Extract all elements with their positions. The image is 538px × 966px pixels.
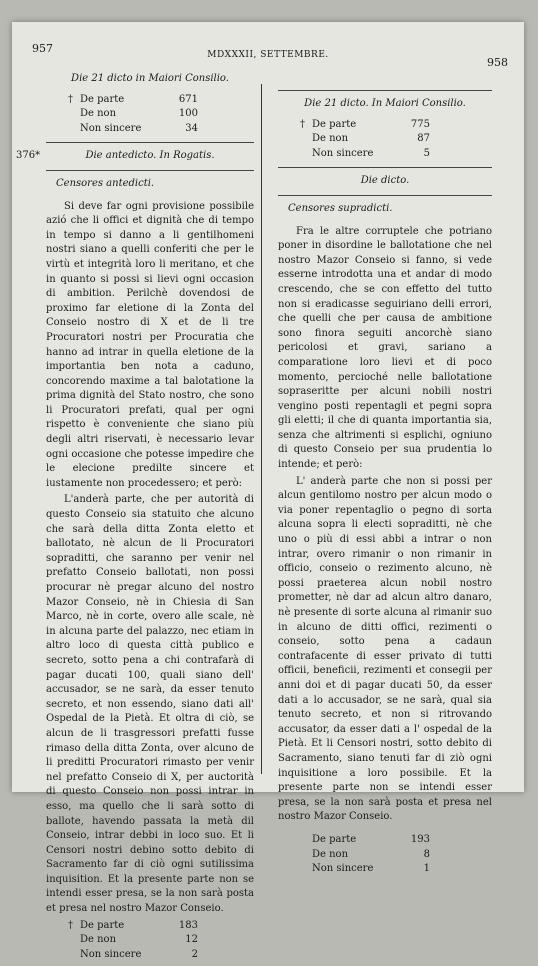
vote-row — [300, 833, 492, 848]
vote-row — [68, 122, 254, 137]
vote-value: 100 — [178, 108, 198, 120]
vote-label: Non sincere — [80, 948, 142, 960]
right-paragraph-2: L' anderà parte che non si possi per alcun gentilomo nostro per alcun modo o via poner repentaglio o pegno di sorta alcuna sopra li electi sopraditti, nè che uno o più di essi abbi a intrar o non intrar, overo rimanir o non rimanir in officio, conseio o rezimento alcuno, nè possi praeterea alcun nobil nostro prometter, nè dar ad alcun altro danaro, nè presente di sorte alcuna al rimanir suo in alcuno de ditti offici, rezimenti o conseio, sotto pena a cadaun contrafacente di esser privato di tutti officii, beneficii, rezimenti et consegii per anni doi et di pagar ducati 50, da esser dati a lo accusador, se ne sarà, qual sia tenuto secreto, et non si ritrovando accusator, da esser dati a l' ospedal de la Pietà. Et li Censori nostri, sotto debito di Sacramento, siano tenuti far di ziò ogni inquisitione a loro possibile. Et la presente parte non se intendi esser presa, se la non sarà posta et presa nel nostro Mazor Conseio. — [278, 475, 492, 823]
dagger-mark: † — [300, 118, 305, 130]
left-heading-1: Die 21 dicto in Maiori Consilio. — [71, 73, 229, 84]
dagger-mark — [300, 848, 312, 863]
vote-label: De parte — [312, 118, 357, 130]
rule — [278, 195, 492, 196]
dagger-mark — [300, 147, 312, 162]
vote-label: De non — [80, 934, 117, 946]
vote-value: 2 — [191, 948, 198, 960]
rule — [278, 167, 492, 168]
left-votes-2 — [68, 919, 254, 963]
margin-number: 376* — [16, 150, 41, 162]
left-heading-2: Die antedicto. In Rogatis. — [85, 150, 215, 162]
vote-label: De non — [312, 848, 349, 860]
vote-value: 183 — [178, 919, 198, 931]
dagger-mark — [68, 948, 80, 963]
dagger-mark — [300, 862, 312, 877]
left-subheading: Censores antedicti. — [56, 177, 155, 189]
vote-value: 5 — [423, 147, 430, 159]
dagger-mark — [300, 833, 312, 848]
dagger-mark — [300, 132, 312, 147]
vote-row — [300, 848, 492, 863]
right-heading-2: Die dicto. — [360, 175, 410, 187]
vote-value: 12 — [185, 934, 198, 946]
right-heading-1: Die 21 dicto. In Maiori Consilio. — [304, 98, 466, 109]
vote-value: 671 — [178, 93, 198, 105]
right-page-number: 958 — [487, 56, 508, 69]
vote-label: Non sincere — [312, 863, 374, 875]
right-paragraph-1: Fra le altre corruptele che potriano poner in disordine le ballotatione che nel nostro Mazor Conseio si fanno, si vede esserne introdotta una et andar di modo crescendo, che se con effetto del tutto non si eradicasse seguiriano delli errori, che quelli che per causa de ambitione sono finora seguiti ancorchè siano pericolosi et gravi, sariano a comparatione loro lievi et di poco momento, percioché nelle ballotatione sopraseritte per alcuni nobili nostri vengino posti repentagli et pegni sopra gli eletti; il che di quanta importantia sia, senza che altrimenti si esplichi, ogniuno di questo Conseio per sua prudentia lo intende; et però: — [278, 225, 492, 471]
right-subheading: Censores supradicti. — [288, 202, 393, 214]
left-paragraph-2: L'anderà parte, che per autorità di questo Conseio sia statuito che alcuno che sarà della ditta Zonta eletto et ballotato, nè alcun de li Procuratori sopraditti, che saranno per venir nel prefatto Conseio ballotati, non possi procurar nè pregar alcuno del nostro Mazor Conseio, nè in Chiesia di San Marco, nè in corte, overo alle scale, nè in alcuna parte del palazzo, nec etiam in altro loco di questa città publico e secreto, sotto pena a chi contrafarà di pagar ducati 100, quali siano dell' accusador, se ne sarà, da esser tenuto secreto, et non essendo, siano dati all' Ospedal de la Pietà. Et oltra di ciò, se alcun de li trasgressori prefatti fusse rimaso della ditta Zonta, over alcuno de li preditti Procuratori rimasto per venir nel prefatto Conseio di X, per auctorità di questo Conseio non possi intrar in esso, ma quello che li sarà sotto di ballote, havendo passata la metà dil Conseio, intrar debbi in loco suo. Et li Censori nostri debino sotto debito di Sacramento far di ciò ogni sutilissima inquisition. Et la presente parte non se intendi esser presa, se la non sarà posta et presa nel nostro Mazor Conseio. — [46, 494, 254, 915]
vote-value: 8 — [423, 848, 430, 860]
right-votes-1 — [300, 118, 492, 162]
vote-row — [300, 118, 492, 133]
vote-value: 34 — [185, 122, 198, 134]
right-votes-2 — [300, 833, 492, 877]
vote-row — [300, 862, 492, 877]
vote-row — [68, 107, 254, 122]
left-page-number: 957 — [32, 42, 53, 55]
vote-label: De non — [80, 108, 117, 120]
vote-row — [68, 93, 254, 108]
vote-label: De non — [312, 133, 349, 145]
vote-row — [68, 933, 254, 948]
vote-value: 1 — [423, 863, 430, 875]
dagger-mark: † — [68, 919, 73, 931]
vote-label: Non sincere — [80, 122, 142, 134]
book-page — [12, 22, 524, 960]
left-column — [16, 72, 254, 966]
vote-value: 87 — [417, 133, 430, 145]
vote-label: De parte — [80, 919, 125, 931]
rule — [46, 170, 254, 171]
dagger-mark — [68, 933, 80, 948]
running-head: MDXXXII, SETTEMBRE. — [207, 50, 329, 60]
left-paragraph-1: Si deve far ogni provisione possibile azió che li offici et dignità che di tempo in tempo si danno a li gentilhomeni nostri siano a quelli conferiti che per le virtù et integrità loro li meritano, et che in quanto si possi si lievi ogni occasion di ambition. Perilchè dovendosi de proximo far eletione di la Zonta del Conseio nostro di X et de li tre Procuratori nostri per Procuratia che hanno ad intrar in quella eletione de la importantia ben nota a caduno, concorendo maxime a tal balotatione la prima dignità del Stato nostro, che sono li Procuratori prefati, qual per ogni rispetto è conveniente che siano più degli altri riservati, è necessario levar ogni occasione che potesse impedire che le elecione predilte sincere et iustamente non procedessero; et però: — [46, 200, 254, 489]
vote-value: 193 — [410, 833, 430, 845]
rule — [278, 90, 492, 91]
vote-label: Non sincere — [312, 147, 374, 159]
vote-row — [300, 147, 492, 162]
vote-label: De parte — [312, 833, 357, 845]
dagger-mark — [68, 107, 80, 122]
left-votes-1 — [68, 93, 254, 137]
dagger-mark: † — [68, 93, 73, 105]
column-divider — [261, 84, 262, 774]
left-section-2 — [16, 149, 254, 164]
right-column — [278, 84, 492, 881]
vote-row — [68, 919, 254, 934]
vote-label: De parte — [80, 93, 125, 105]
vote-row — [300, 132, 492, 147]
vote-row — [68, 948, 254, 963]
rule — [46, 142, 254, 143]
dagger-mark — [68, 122, 80, 137]
vote-value: 775 — [410, 118, 430, 130]
